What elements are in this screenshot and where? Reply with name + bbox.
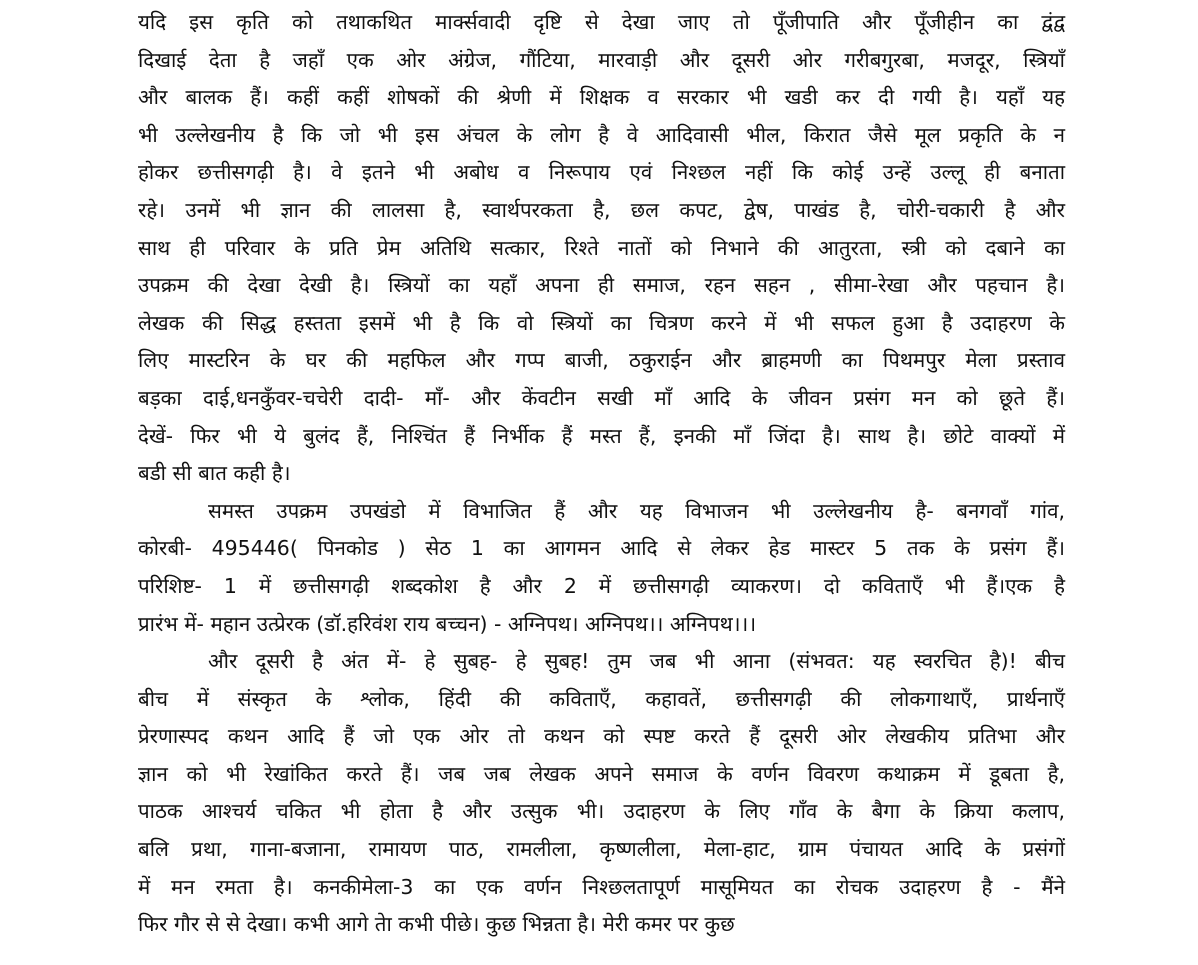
text-line: रहे। उनमें भी ज्ञान की लालसा है, स्वार्थपरकता है, छल कपट, द्वेष, पाखंड है, चोरी-चकारी है और <box>138 197 1065 222</box>
document-page <box>138 4 1065 944</box>
text-line: ज्ञान को भी रेखांकित करते हैं। जब जब लेखक अपने समाज के वर्णन विवरण कथाक्रम में डूबता है, <box>138 761 1065 786</box>
text-line: परिशिष्ट- 1 में छत्तीसगढ़ी शब्दकोश है और 2 में छत्तीसगढ़ी व्याकरण। दो कविताएँ भी हैं।एक है <box>138 573 1065 598</box>
text-line: प्रेरणास्पद कथन आदि हैं जो एक ओर तो कथन को स्पष्ट करते हैं दूसरी ओर लेखकीय प्रतिभा और <box>138 724 1065 749</box>
paragraph-1 <box>138 4 1065 493</box>
text-line: बडी सी बात कही है। <box>138 461 291 486</box>
text-line: साथ ही परिवार के प्रति प्रेम अतिथि सत्कार, रिश्ते नातों को निभाने की आतुरता, स्त्री को दबाने का <box>138 235 1065 260</box>
text-line: और दूसरी है अंत में- हे सुबह- हे सुबह! तुम जब भी आना (संभवत: यह स्वरचित है)! बीच <box>208 649 1065 674</box>
text-line: पाठक आश्चर्य चकित भी होता है और उत्सुक भी। उदाहरण के लिए गाँव के बैगा के क्रिया कलाप, <box>138 799 1065 824</box>
text-line: में मन रमता है। कनकीमेला-3 का एक वर्णन निश्छलतापूर्ण मासूमियत का रोचक उदाहरण है - मैंने <box>138 874 1065 899</box>
text-line: होकर छत्तीसगढ़ी है। वे इतने भी अबोध व निरूपाय एवं निश्छल नहीं कि कोई उन्हें उल्लू ही बनाता <box>138 160 1065 185</box>
text-line: फिर गौर से से देखा। कभी आगे तेा कभी पीछे। कुछ भिन्नता है। मेरी कमर पर कुछ <box>138 912 735 937</box>
paragraph-2 <box>138 493 1065 643</box>
text-line: उपक्रम की देखा देखी है। स्त्रियों का यहाँ अपना ही समाज, रहन सहन , सीमा-रेखा और पहचान है। <box>138 273 1065 298</box>
text-line: यदि इस कृति को तथाकथित मार्क्सवादी दृष्टि से देखा जाए तो पूँजीपाति और पूँजीहीन का द्वंद्व <box>138 10 1065 34</box>
text-line: बीच में संस्कृत के श्लोक, हिंदी की कविताएँ, कहावतें, छत्तीसगढ़ी की लोकगाथाएँ, प्रार्थनाएँ <box>138 686 1065 711</box>
text-line: समस्त उपक्रम उपखंडो में विभाजित हैं और यह विभाजन भी उल्लेखनीय है- बनगवाँ गांव, <box>208 498 1065 523</box>
text-line: कोरबी- 495446( पिनकोड ) सेठ 1 का आगमन आदि से लेकर हेड मास्टर 5 तक के प्रसंग हैं। <box>138 536 1065 561</box>
text-line: दिखाई देता है जहाँ एक ओर अंग्रेज, गौंटिया, मारवाड़ी और दूसरी ओर गरीबगुरबा, मजदूर, स्त्रियाँ <box>138 47 1065 72</box>
text-line: और बालक हैं। कहीं कहीं शोषकों की श्रेणी में शिक्षक व सरकार भी खडी कर दी गयी है। यहाँ यह <box>138 85 1065 110</box>
paragraph-3 <box>138 643 1065 944</box>
text-line: प्रारंभ में- महान उत्प्रेरक (डॉ.हरिवंश राय बच्चन) - अग्निपथ। अग्निपथ।। अग्निपथ।।। <box>138 611 757 636</box>
text-line: भी उल्लेखनीय है कि जो भी इस अंचल के लोग है वे आदिवासी भील, किरात जैसे मूल प्रकृति के न <box>138 122 1065 147</box>
text-line: बड़का दाई,धनकुँवर-चचेरी दादी- माँ- और केंवटीन सखी माँ आदि के जीवन प्रसंग मन को छूते हैं। <box>138 385 1065 410</box>
text-line: लेखक की सिद्ध हस्तता इसमें भी है कि वो स्त्रियों का चित्रण करने में भी सफल हुआ है उदाहरण के <box>138 310 1065 335</box>
text-line: लिए मास्टरिन के घर की महफिल और गप्प बाजी, ठकुराईन और ब्राहमणी का पिथमपुर मेला प्रस्ताव <box>138 348 1065 373</box>
text-line: बलि प्रथा, गाना-बजाना, रामायण पाठ, रामलीला, कृष्णलीला, मेला-हाट, ग्राम पंचायत आदि के प्रसंगों <box>138 837 1065 862</box>
text-line: देखें- फिर भी ये बुलंद हैं, निश्चिंत हैं निर्भीक हैं मस्त हैं, इनकी माँ जिंदा है। साथ है। छोटे वाक्यों में <box>138 423 1065 448</box>
